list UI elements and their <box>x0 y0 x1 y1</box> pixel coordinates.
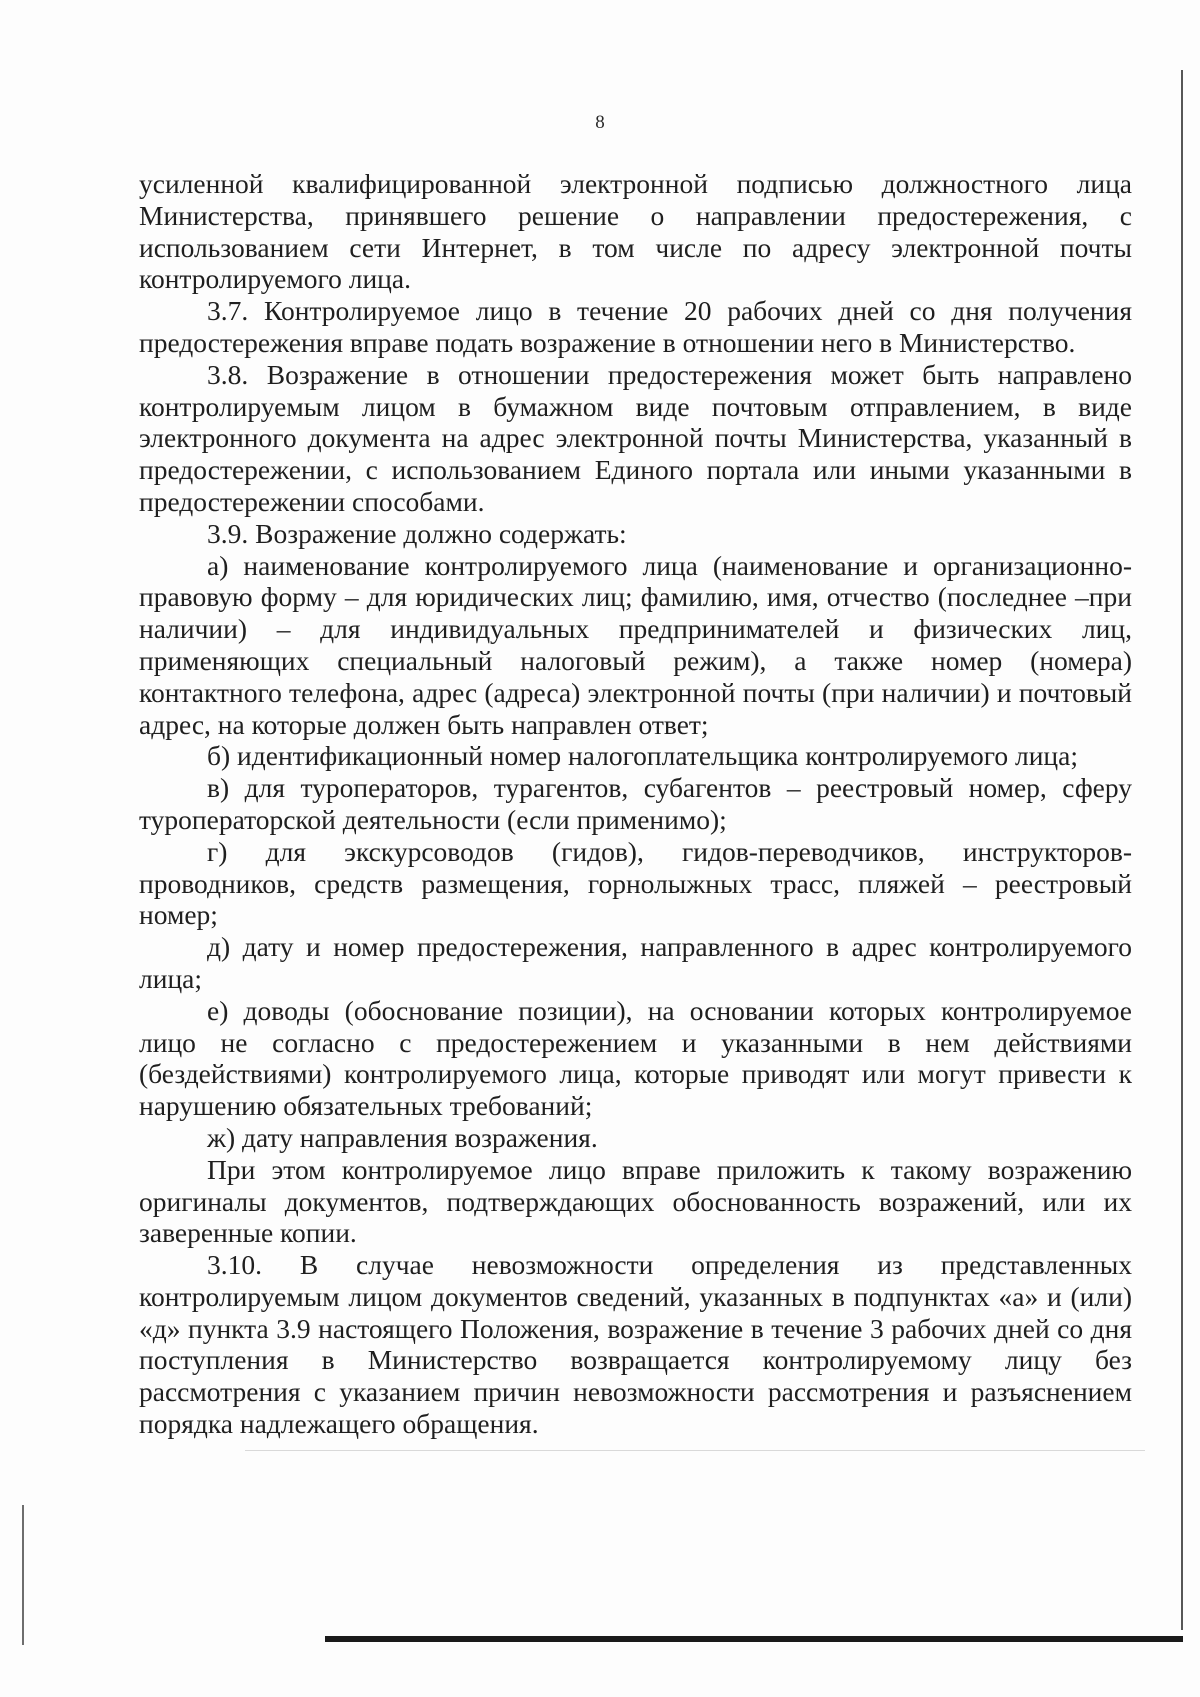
paragraph-3-7: 3.7. Контролируемое лицо в течение 20 рабочих дней со дня получения предостережения вправе подать возражение в отношении него в Министерство. <box>139 295 1132 358</box>
list-item-d: д) дату и номер предостережения, направленного в адрес контролируемого лица; <box>139 931 1132 994</box>
paragraph-3-10: 3.10. В случае невозможности определения из представленных контролируемым лицом документов сведений, указанных в подпунктах «а» и (или) «д» пункта 3.9 настоящего Положения, возражение в течение 3 рабочих дней со дня поступления в Министерство возвращается контролируемому лицу без рассмотрения с указанием причин невозможности рассмотрения и разъяснением порядка надлежащего обращения. <box>139 1249 1132 1440</box>
list-item-zh: ж) дату направления возражения. <box>207 1121 598 1153</box>
list-item-a: а) наименование контролируемого лица (наименование и организационно-правовую форму – для юридических лиц; фамилию, имя, отчество (последнее –при наличии) – для индивидуальных предпринимателей и физических лиц, применяющих специальный налоговый режим), а также номер (номера) контактного телефона, адрес (адреса) электронной почты (при наличии) и почтовый адрес, на которые должен быть направлен ответ; <box>139 549 1132 740</box>
scan-edge-right <box>1181 70 1183 1630</box>
paragraph-3-9: 3.9. Возражение должно содержать: <box>207 517 627 549</box>
scan-edge-left <box>22 1505 24 1645</box>
list-item-b: б) идентификационный номер налогоплательщика контролируемого лица; <box>207 740 1078 772</box>
paragraph-attachments: При этом контролируемое лицо вправе приложить к такому возражению оригиналы документов, подтверждающих обоснованность возражений, или их заверенные копии. <box>139 1153 1132 1249</box>
list-item-v: в) для туроператоров, турагентов, субагентов – реестровый номер, сферу туроператорской деятельности (если применимо); <box>139 772 1132 835</box>
scan-edge-bottom <box>325 1636 1183 1642</box>
scan-artifact-faint-line <box>245 1450 1145 1451</box>
paragraph-3-8: 3.8. Возражение в отношении предостережения может быть направлено контролируемым лицом в бумажном виде почтовым отправлением, в виде электронного документа на адрес электронной почты Министерства, указанный в предостережении, с использованием Единого портала или иными указанными в предостережении способами. <box>139 358 1132 517</box>
page-number: 8 <box>595 112 605 133</box>
list-item-g: г) для экскурсоводов (гидов), гидов-переводчиков, инструкторов-проводников, средств размещения, горнолыжных трасс, пляжей – реестровый номер; <box>139 835 1132 931</box>
paragraph-continuation: усиленной квалифицированной электронной подписью должностного лица Министерства, принявшего решение о направлении предостережения, с использованием сети Интернет, в том числе по адресу электронной почты контролируемого лица. <box>139 168 1132 295</box>
document-body <box>139 168 1132 1440</box>
list-item-e: е) доводы (обоснование позиции), на основании которых контролируемое лицо не согласно с предостережением и указанными в нем действиями (бездействиями) контролируемого лица, которые приводят или могут привести к нарушению обязательных требований; <box>139 994 1132 1122</box>
